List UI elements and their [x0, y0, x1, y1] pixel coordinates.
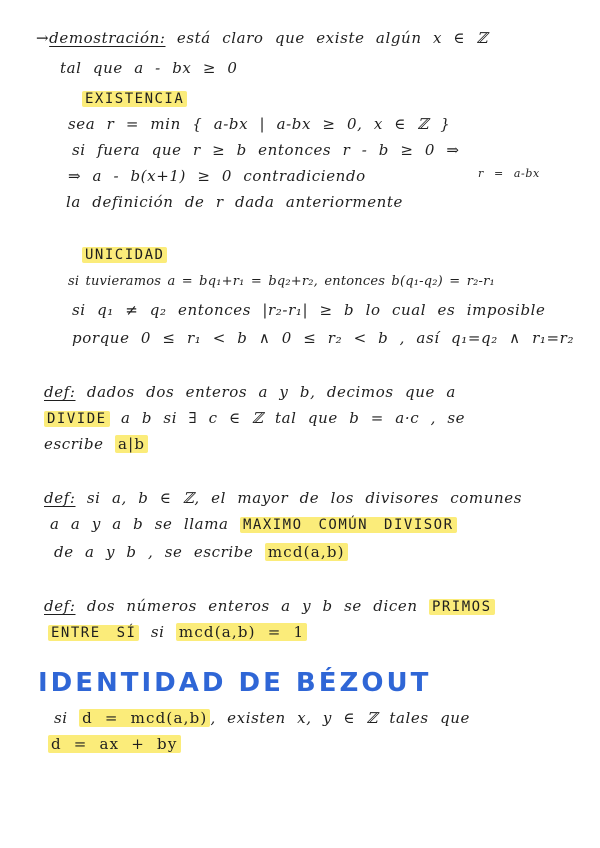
def-mcd-line-3 — [54, 542, 348, 562]
bezout-d-highlight: d = mcd(a,b) — [79, 709, 210, 727]
def-mcd-line-1 — [44, 488, 522, 508]
def-primos-line-2 — [48, 622, 307, 643]
unicidad-line-1: si tuvieramos a = bq₁+r₁ = bq₂+r₂, entonces b(q₁-q₂) = r₂-r₁ — [68, 274, 495, 289]
entre-si-highlight: ENTRE SÍ — [48, 625, 139, 641]
def-mcd-text: si a, b ∈ ℤ, el mayor de los divisores comunes — [86, 489, 523, 507]
def-mcd-text-3: de a y b , se escribe — [54, 543, 254, 561]
mcd-highlight: MAXIMO COMÚN DIVISOR — [240, 517, 457, 533]
existencia-line-1: sea r = min { a-bx | a-bx ≥ 0, x ∈ ℤ } — [68, 115, 451, 133]
def-divide-line-3 — [44, 434, 148, 454]
def-divide-text-3: escribe — [44, 435, 104, 453]
arrow-icon: → — [36, 29, 50, 47]
primos-notation: mcd(a,b) = 1 — [176, 623, 307, 641]
def-divide-line-1 — [44, 382, 456, 402]
primos-highlight: PRIMOS — [429, 599, 495, 615]
bezout-line-1 — [54, 708, 470, 728]
existencia-line-3: ⇒ a - b(x+1) ≥ 0 contradiciendo — [68, 167, 366, 185]
divide-highlight: DIVIDE — [44, 411, 110, 427]
existencia-highlight: EXISTENCIA — [82, 91, 187, 107]
unicidad-heading — [82, 244, 167, 265]
bezout-text-2: , existen x, y ∈ ℤ tales que — [210, 709, 471, 727]
bezout-title: IDENTIDAD DE BÉZOUT — [38, 668, 432, 698]
existencia-line-4: la definición de r dada anteriormente — [66, 193, 404, 211]
def-label: def: — [44, 383, 76, 401]
bezout-line-2 — [48, 734, 181, 754]
unicidad-line-3: porque 0 ≤ r₁ < b ∧ 0 ≤ r₂ < b , así q₁=q₂ ∧ r₁=r₂ — [72, 329, 575, 347]
def-mcd-line-2 — [50, 514, 457, 535]
existencia-heading — [82, 88, 187, 109]
def-primos-text: dos números enteros a y b se dicen — [86, 597, 418, 615]
def-label: def: — [44, 597, 76, 615]
existencia-line-2: si fuera que r ≥ b entonces r - b ≥ 0 ⇒ — [72, 141, 460, 159]
demo-line-1 — [36, 28, 488, 48]
bezout-formula-highlight: d = ax + by — [48, 735, 181, 753]
demo-text: está claro que existe algún x ∈ ℤ — [176, 29, 488, 47]
unicidad-highlight: UNICIDAD — [82, 247, 167, 263]
demo-label: demostración: — [49, 29, 166, 47]
def-primos-line-1 — [44, 596, 495, 617]
def-label: def: — [44, 489, 76, 507]
demo-line-2: tal que a - bx ≥ 0 — [60, 59, 238, 77]
def-divide-text: dados dos enteros a y b, decimos que a — [86, 383, 456, 401]
divide-notation: a|b — [115, 435, 148, 453]
existencia-note: r = a-bx — [478, 167, 540, 180]
def-divide-line-2 — [44, 408, 465, 429]
def-primos-text-2: si — [150, 623, 165, 641]
mcd-notation: mcd(a,b) — [265, 543, 348, 561]
def-divide-text-2: a b si ∃ c ∈ ℤ tal que b = a·c , se — [120, 409, 466, 427]
def-mcd-text-2: a a y a b se llama — [50, 515, 229, 533]
unicidad-line-2: si q₁ ≠ q₂ entonces |r₂-r₁| ≥ b lo cual es imposible — [72, 301, 546, 319]
bezout-text: si — [54, 709, 68, 727]
